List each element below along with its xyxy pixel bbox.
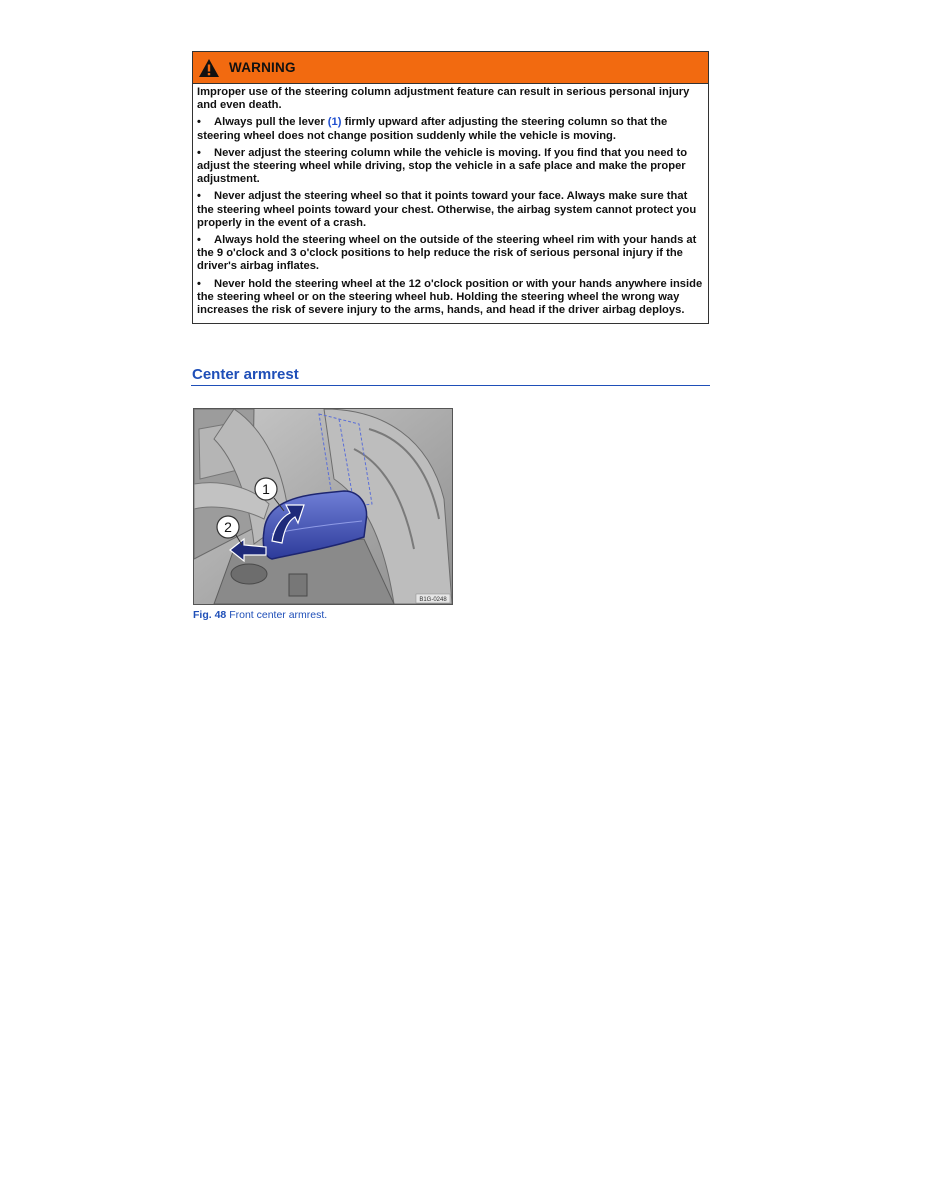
bullet-text: Never hold the steering wheel at the 12 o'clock position or with your hands anywhere inside the steering wheel or on the steering wheel hub. Holding the steering wheel the wrong way increases the risk of severe injury to the arms, hands, and head if the driver airbag deploys.	[197, 277, 703, 317]
warning-triangle-icon	[198, 58, 220, 78]
warning-box	[192, 51, 709, 324]
lever-reference-link[interactable]: (1)	[327, 116, 342, 129]
bullet-text: Always hold the steering wheel on the outside of the steering wheel rim with your hands at the 9 o'clock and 3 o'clock positions to help reduce the risk of serious personal injury if the driver's airbag inflates.	[197, 234, 697, 273]
warning-title: WARNING	[229, 60, 296, 75]
bullet-glyph: •	[197, 116, 201, 129]
warning-bullet-2	[197, 147, 704, 187]
warning-header	[193, 52, 708, 84]
section-heading: Center armrest	[192, 366, 299, 383]
warning-bullet-3	[197, 190, 704, 230]
bullet-glyph: •	[197, 146, 201, 159]
figure-caption	[193, 609, 327, 621]
warning-body	[193, 84, 708, 323]
warning-bullet-5	[197, 278, 704, 318]
warning-bullet-1	[197, 116, 704, 142]
bullet-text: firmly upward after adjusting the steering column so that the steering wheel does not change position suddenly while the vehicle is moving.	[197, 116, 668, 142]
section-divider	[191, 385, 710, 386]
bullet-text: Always pull the lever	[214, 116, 328, 129]
armrest-figure	[193, 408, 453, 605]
bullet-glyph: •	[197, 190, 201, 203]
warning-bullet-4	[197, 234, 704, 274]
figure-caption-text: Front center armrest.	[229, 609, 328, 621]
bullet-glyph: •	[197, 277, 201, 290]
bullet-text: Never adjust the steering column while the vehicle is moving. If you find that you need to adjust the steering wheel while driving, stop the vehicle in a safe place and make the proper adjustment.	[197, 146, 688, 186]
figure-number: Fig. 48	[193, 609, 227, 621]
callout-1-label: 1	[262, 481, 270, 497]
image-code: B1G-0248	[419, 597, 447, 603]
armrest-illustration	[194, 409, 452, 604]
callout-2-label: 2	[224, 519, 232, 535]
bullet-text: Never adjust the steering wheel so that it points toward your face. Always make sure that the steering wheel points toward your chest. Otherwise, the airbag system cannot protect you properly in the event of a crash.	[197, 190, 697, 229]
bullet-glyph: •	[197, 234, 201, 247]
warning-intro: Improper use of the steering column adjustment feature can result in serious personal injury and even death.	[197, 86, 690, 112]
